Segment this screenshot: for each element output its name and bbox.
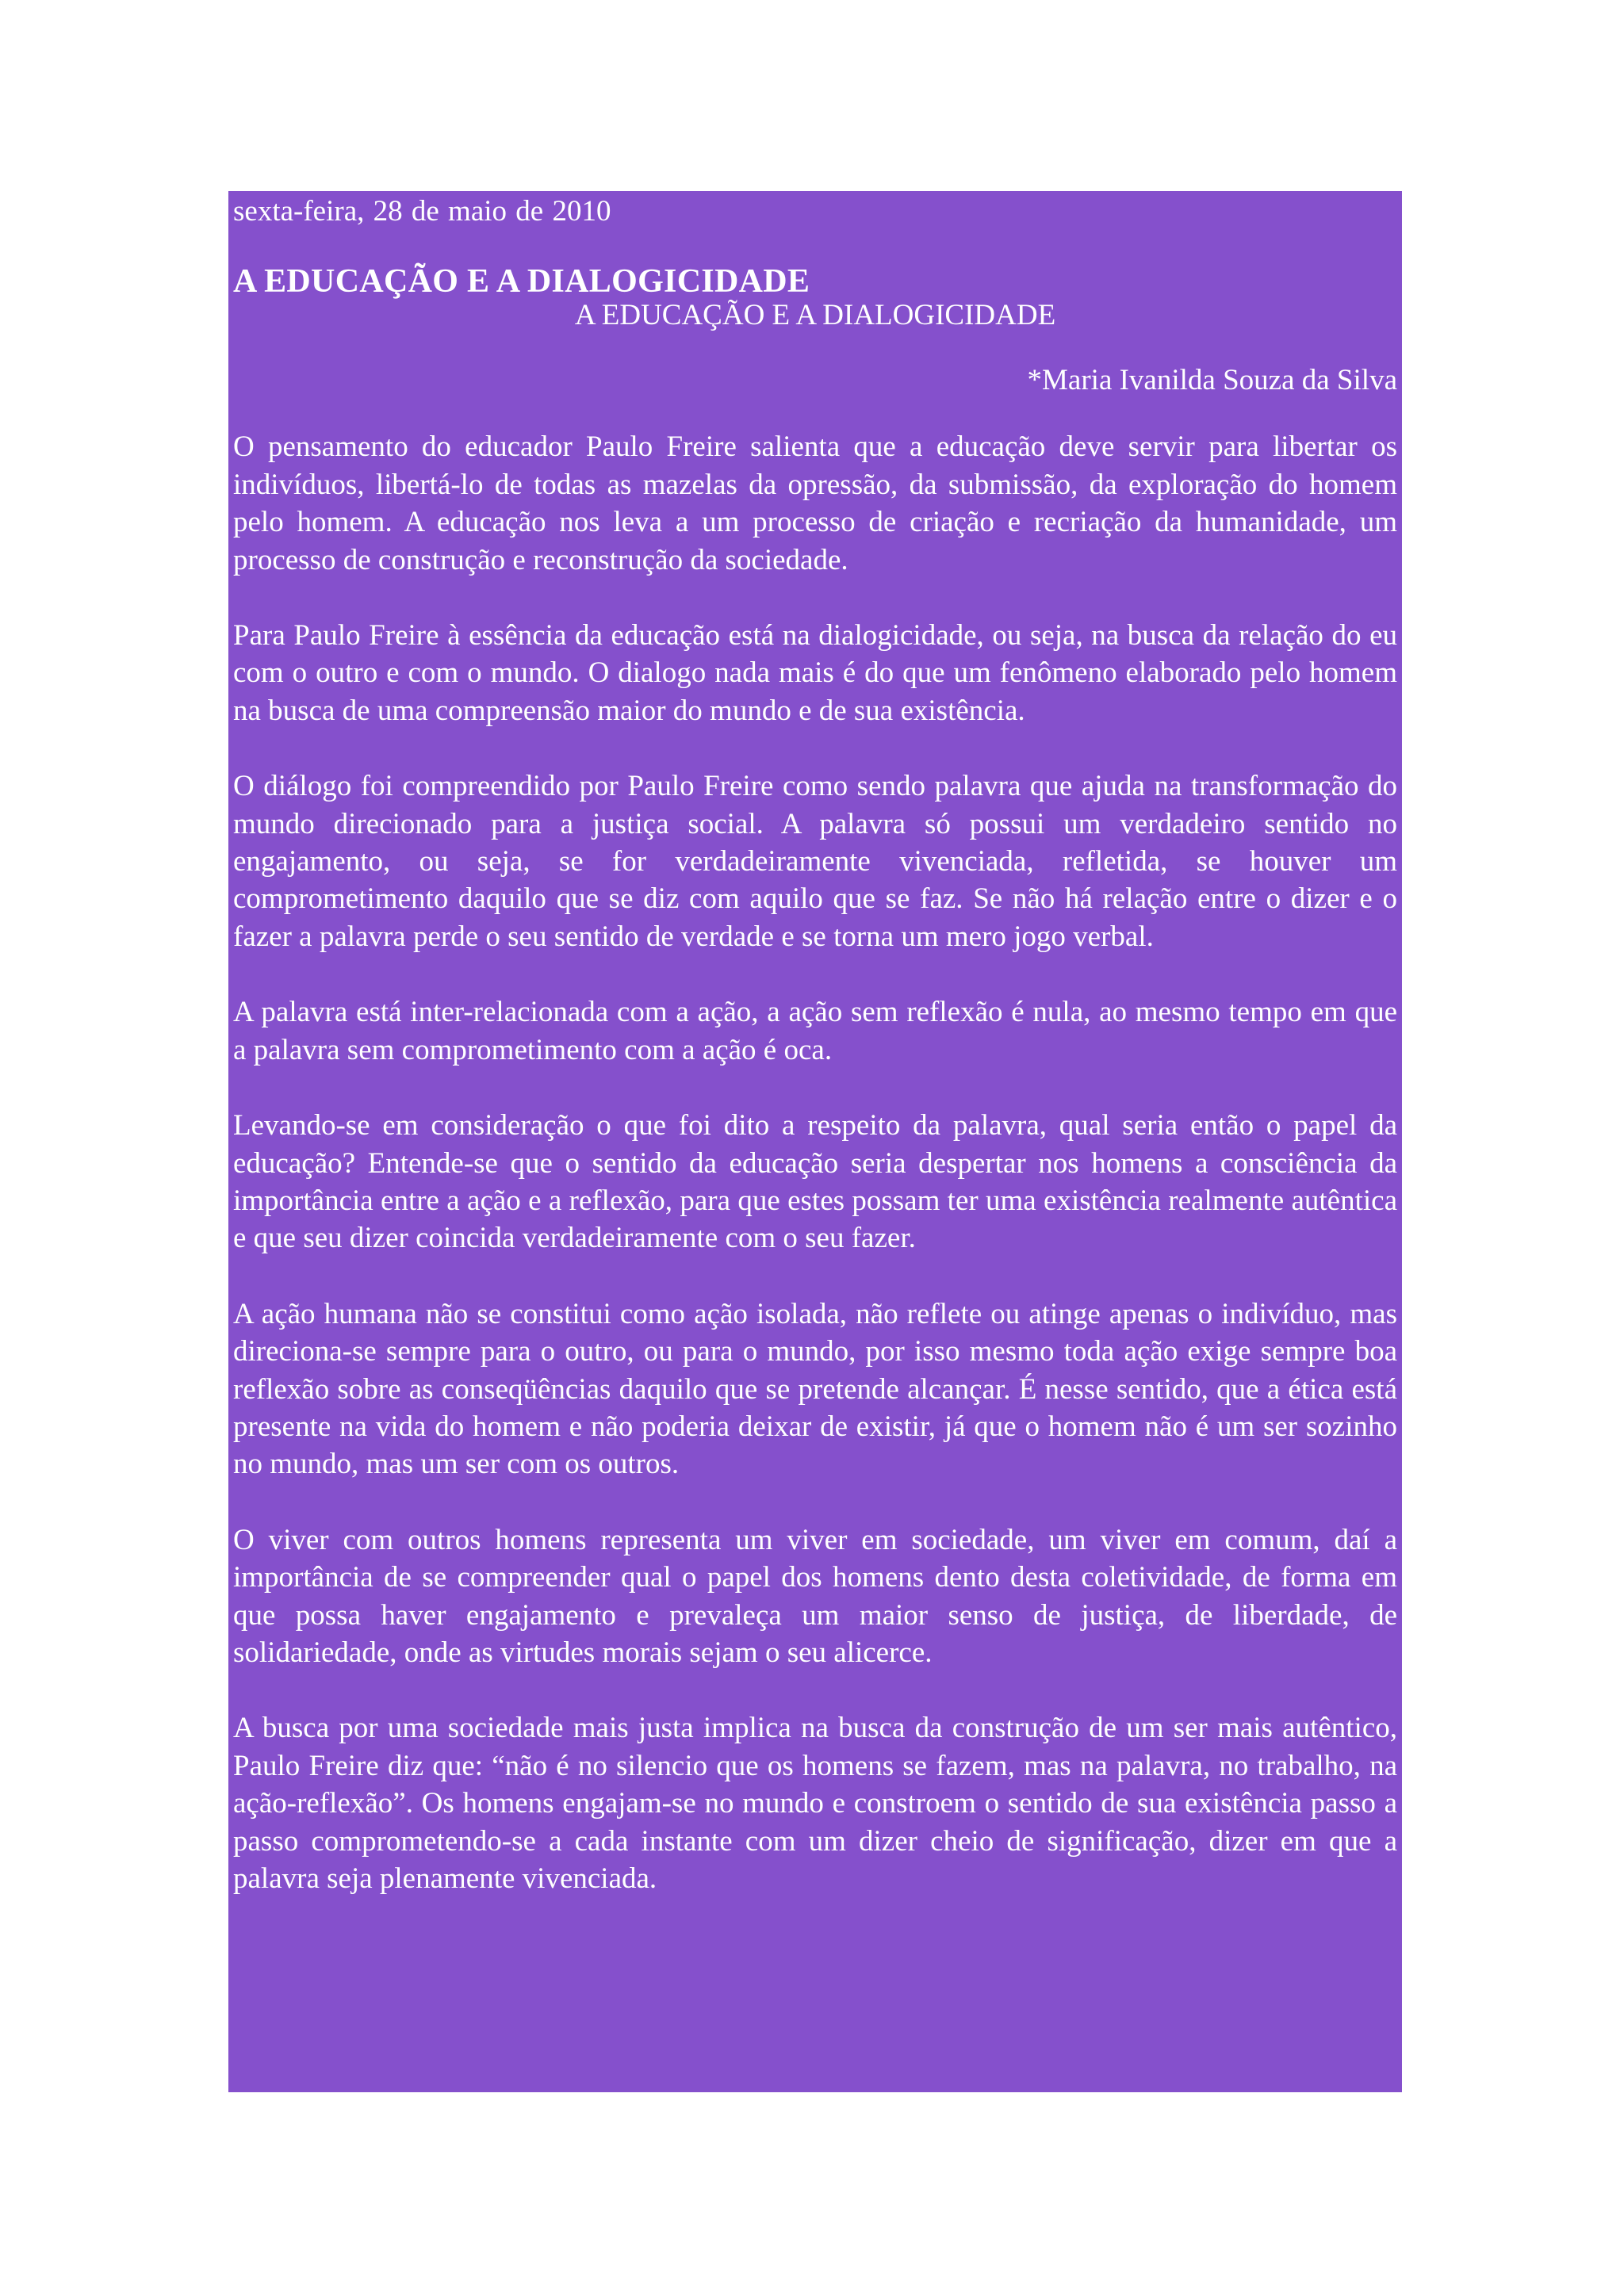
article-author: *Maria Ivanilda Souza da Silva bbox=[1027, 364, 1397, 397]
paragraph: O viver com outros homens representa um viver em sociedade, um viver em comum, daí a importância de se compreender qual o papel dos homens dento desta coletividade, de forma em que possa haver engajamento e prevaleça um maior senso de justiça, de liberdade, de solidariedade, onde as virtudes morais sejam o seu alicerce. bbox=[233, 1523, 1397, 1669]
post-date: sexta-feira, 28 de maio de 2010 bbox=[233, 195, 611, 228]
blog-post-panel bbox=[228, 191, 1402, 2092]
paragraph: A palavra está inter-relacionada com a ação, a ação sem reflexão é nula, ao mesmo tempo em que a palavra sem comprometimento com a ação é oca. bbox=[233, 996, 1397, 1066]
paragraph: Para Paulo Freire à essência da educação está na dialogicidade, ou seja, na busca da relação do eu com o outro e com o mundo. O dialogo nada mais é do que um fenômeno elaborado pelo homem na busca de uma compreensão maior do mundo e de sua existência. bbox=[233, 619, 1397, 727]
paragraph: A busca por uma sociedade mais justa implica na busca da construção de um ser mais autêntico, Paulo Freire diz que: “não é no silencio que os homens se fazem, mas na palavra, no trabalho, na ação-reflexão”. Os homens engajam-se no mundo e constroem o sentido de sua existência passo a passo comprometendo-se a cada instante com um dizer cheio de significação, dizer em que a palavra seja plenamente vivenciada. bbox=[233, 1712, 1397, 1895]
paragraph: O pensamento do educador Paulo Freire salienta que a educação deve servir para libertar os indivíduos, libertá-lo de todas as mazelas da opressão, da submissão, da exploração do homem pelo homem. A educação nos leva a um processo de criação e recriação da humanidade, um processo de construção e reconstrução da sociedade. bbox=[233, 430, 1397, 576]
paragraph: O diálogo foi compreendido por Paulo Freire como sendo palavra que ajuda na transformação do mundo direcionado para a justiça social. A palavra só possui um verdadeiro sentido no engajamento, ou seja, se for verdadeiramente vivenciada, refletida, se houver um comprometimento daquilo que se diz com aquilo que se faz. Se não há relação entre o dizer e o fazer a palavra perde o seu sentido de verdade e se torna um mero jogo verbal. bbox=[233, 770, 1397, 953]
paragraph: Levando-se em consideração o que foi dito a respeito da palavra, qual seria então o papel da educação? Entende-se que o sentido da educação seria despertar nos homens a consciência da importância entre a ação e a reflexão, para que estes possam ter uma existência realmente autêntica e que seu dizer coincida verdadeiramente com o seu fazer. bbox=[233, 1109, 1397, 1255]
post-title: A EDUCAÇÃO E A DIALOGICIDADE bbox=[233, 263, 810, 300]
paragraph: A ação humana não se constitui como ação isolada, não reflete ou atinge apenas o indivíduo, mas direciona-se sempre para o outro, ou para o mundo, por isso mesmo toda ação exige sempre boa reflexão sobre as conseqüências daquilo que se pretende alcançar. É nesse sentido, que a ética está presente na vida do homem e não poderia deixar de existir, já que o homem não é um ser sozinho no mundo, mas um ser com os outros. bbox=[233, 1297, 1397, 1481]
article-subtitle: A EDUCAÇÃO E A DIALOGICIDADE bbox=[574, 299, 1056, 332]
